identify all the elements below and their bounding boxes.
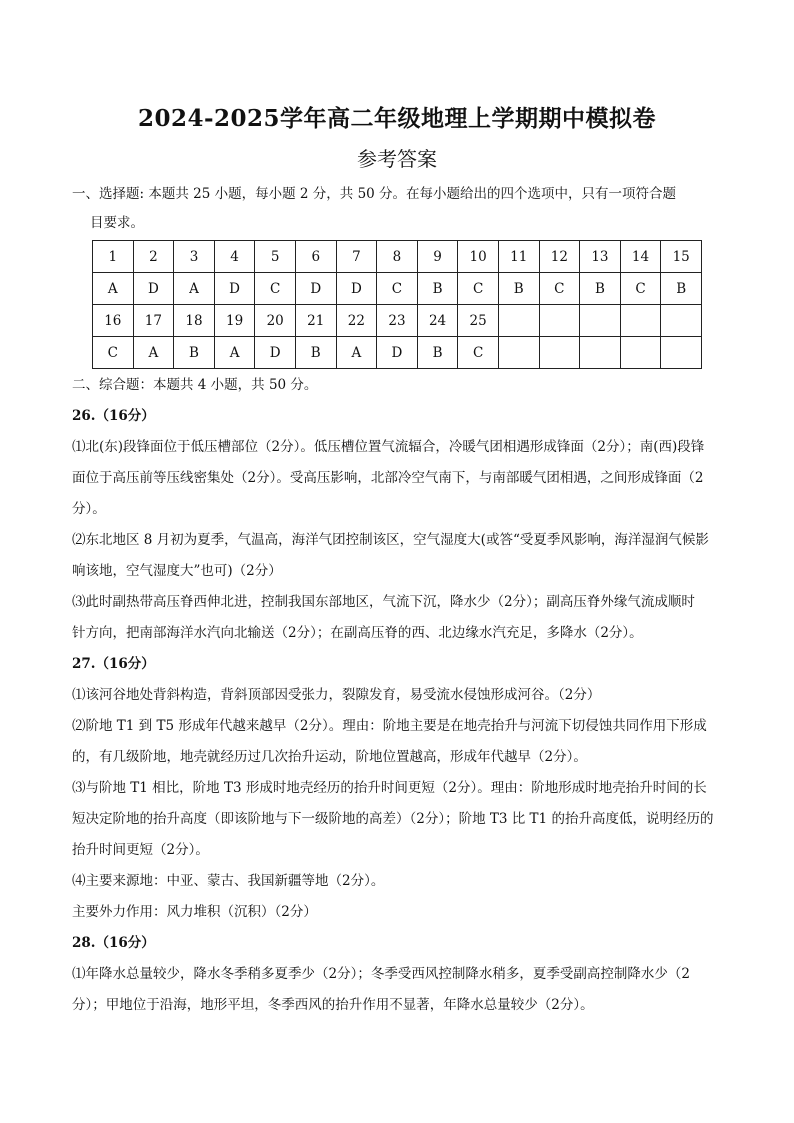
section1-instructions-cont: 目要求。 [90,215,144,231]
q26-answer-line: 针方向，把南部海洋水汽向北输送（2分）；在副高压脊的西、北边缘水汽充足，多降水（2分）。 [72,625,643,641]
answer-cell: B [295,337,336,369]
question-number-cell: 7 [336,241,377,273]
q26-answer-line: ⑶此时副热带高压脊西伸北进，控制我国东部地区，气流下沉，降水少（2分）；副高压脊外缘气流成顺时 [72,594,695,610]
question-number-cell: 10 [458,241,499,273]
empty-cell [539,337,580,369]
answer-cell: A [174,273,215,305]
empty-cell [620,305,661,337]
answer-cell: C [377,273,418,305]
empty-cell [580,337,621,369]
empty-cell [661,337,702,369]
answer-cell: B [417,273,458,305]
answer-cell: C [93,337,134,369]
q26-heading: 26.（16分） [72,408,155,424]
answer-cell: D [336,273,377,305]
question-number-cell: 3 [174,241,215,273]
question-number-cell: 4 [214,241,255,273]
section1-instructions: 一、选择题: 本题共 25 小题，每小题 2 分，共 50 分。在每小题给出的四个选项中，只有一项符合题 [72,186,677,202]
question-number-cell: 14 [620,241,661,273]
q27-answer-line: ⑷主要来源地：中亚、蒙古、我国新疆等地（2分）。 [72,873,385,889]
q27-answer-line: ⑵阶地 T1 到 T5 形成年代越来越早（2分）。理由：阶地主要是在地壳抬升与河流下切侵蚀共同作用下形成 [72,718,707,734]
question-number-cell: 12 [539,241,580,273]
q26-answer-line: 面位于高压前等压线密集处（2分）。受高压影响，北部冷空气南下，与南部暖气团相遇，之间形成锋面（2 [72,470,704,486]
answer-cell: C [539,273,580,305]
answer-table-row-answers-2 [93,337,702,369]
empty-cell [539,305,580,337]
q27-answer-line: 的，有几级阶地，地壳就经历过几次抬升运动，阶地位置越高，形成年代越早（2分）。 [72,749,587,765]
answer-cell: B [174,337,215,369]
answer-cell: A [93,273,134,305]
answer-cell: A [214,337,255,369]
question-number-cell: 11 [498,241,539,273]
answer-cell: B [498,273,539,305]
answer-table-row-numbers-2 [93,305,702,337]
empty-cell [661,305,702,337]
question-number-cell: 2 [133,241,174,273]
q27-answer-line: ⑶与阶地 T1 相比，阶地 T3 形成时地壳经历的抬升时间更短（2分）。理由：阶地形成时地壳抬升时间的长 [72,780,707,796]
answer-table-row-numbers-1 [93,241,702,273]
question-number-cell: 8 [377,241,418,273]
page-subtitle: 参考答案 [357,147,437,171]
answer-cell: D [255,337,296,369]
question-number-cell: 18 [174,305,215,337]
q28-answer-line: ⑴年降水总量较少，降水冬季稍多夏季少（2分）；冬季受西风控制降水稍多，夏季受副高控制降水少（2 [72,966,690,982]
answer-cell: C [458,337,499,369]
empty-cell [580,305,621,337]
page-title: 2024-2025学年高二年级地理上学期期中模拟卷 [137,105,657,132]
q26-answer-line: ⑵东北地区 8 月初为夏季，气温高，海洋气团控制该区，空气湿度大(或答“受夏季风影响，海洋湿润气候影 [72,532,709,548]
question-number-cell: 13 [580,241,621,273]
answer-cell: C [458,273,499,305]
answer-cell: B [580,273,621,305]
q28-heading: 28.（16分） [72,935,155,951]
q26-answer-line: ⑴北(东)段锋面位于低压槽部位（2分）。低压槽位置气流辐合，冷暖气团相遇形成锋面（2分）；南(西)段锋 [72,439,705,455]
q28-answer-line: 分）；甲地位于沿海，地形平坦，冬季西风的抬升作用不显著，年降水总量较少（2分）。 [72,997,594,1013]
answer-table-row-answers-1 [93,273,702,305]
section2-heading: 二、综合题：本题共 4 小题，共 50 分。 [72,377,318,393]
answer-cell: C [255,273,296,305]
question-number-cell: 17 [133,305,174,337]
empty-cell [620,337,661,369]
q27-heading: 27.（16分） [72,656,155,672]
question-number-cell: 22 [336,305,377,337]
question-number-cell: 16 [93,305,134,337]
answer-cell: B [417,337,458,369]
answer-cell: D [133,273,174,305]
answer-cell: A [336,337,377,369]
answer-cell: D [214,273,255,305]
answer-table [92,240,702,369]
q27-answer-line: ⑴该河谷地处背斜构造，背斜顶部因受张力，裂隙发育，易受流水侵蚀形成河谷。（2分） [72,687,601,703]
question-number-cell: 1 [93,241,134,273]
question-number-cell: 5 [255,241,296,273]
question-number-cell: 24 [417,305,458,337]
question-number-cell: 15 [661,241,702,273]
q26-answer-line: 分）。 [72,501,106,517]
q27-answer-line: 短决定阶地的抬升高度（即该阶地与下一级阶地的高差）（2分）；阶地 T3 比 T1 的抬升高度低，说明经历的 [72,811,714,827]
empty-cell [498,337,539,369]
answer-cell: D [377,337,418,369]
question-number-cell: 6 [295,241,336,273]
question-number-cell: 25 [458,305,499,337]
q27-answer-line: 主要外力作用：风力堆积（沉积）（2分） [72,904,317,920]
question-number-cell: 23 [377,305,418,337]
question-number-cell: 20 [255,305,296,337]
empty-cell [498,305,539,337]
question-number-cell: 19 [214,305,255,337]
question-number-cell: 9 [417,241,458,273]
q26-answer-line: 响该地，空气湿度大”也可)（2分） [72,563,282,579]
question-number-cell: 21 [295,305,336,337]
q27-answer-line: 抬升时间更短（2分）。 [72,842,209,858]
answer-cell: C [620,273,661,305]
answer-cell: B [661,273,702,305]
answer-cell: A [133,337,174,369]
answer-cell: D [295,273,336,305]
